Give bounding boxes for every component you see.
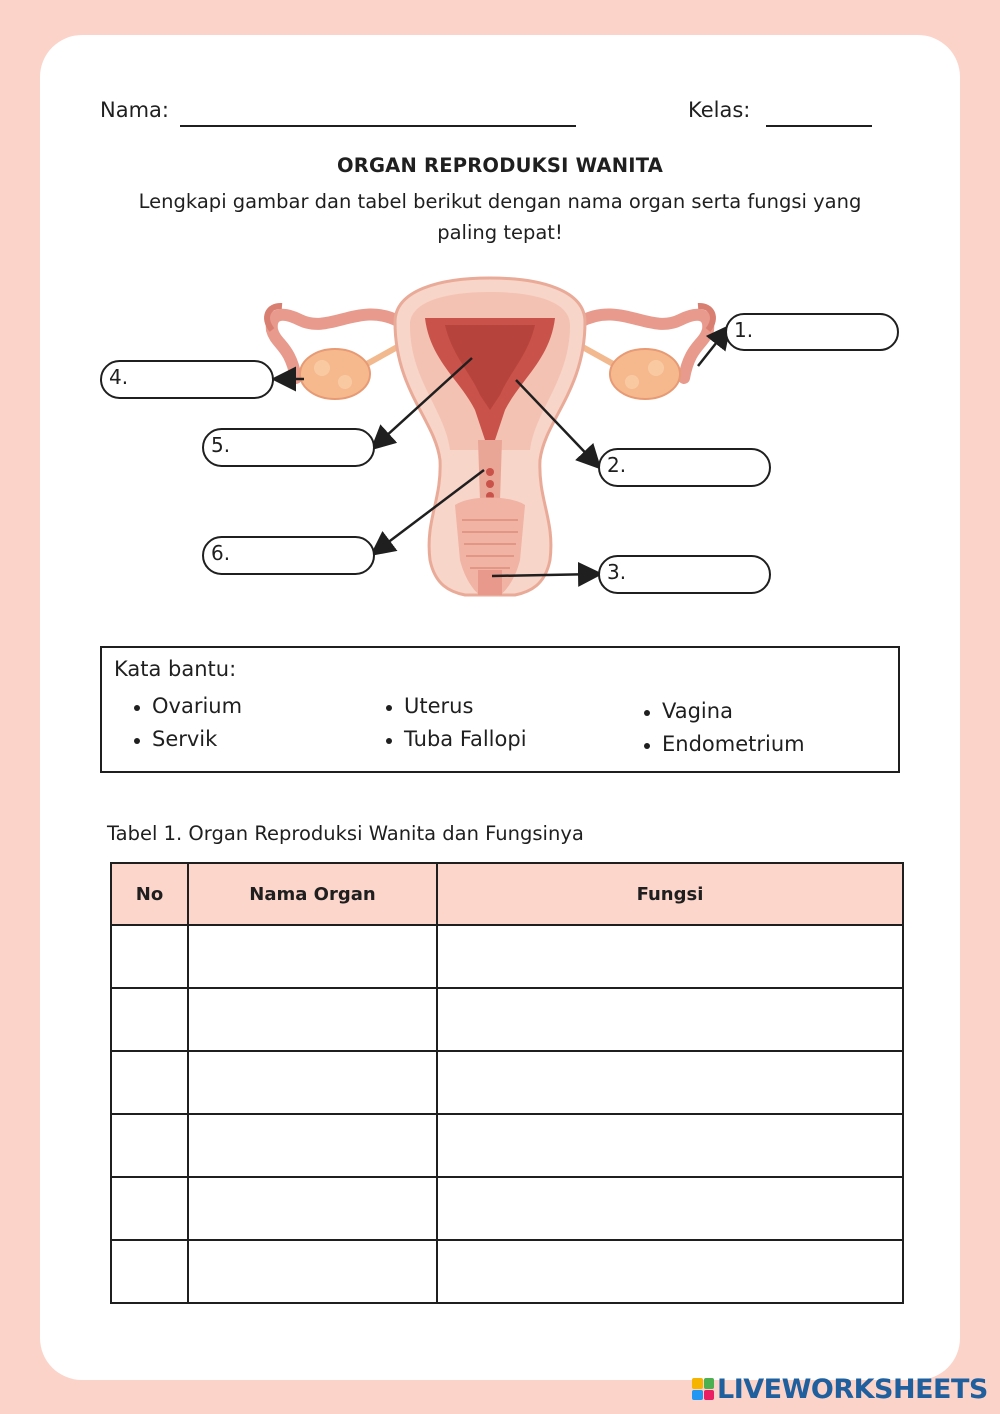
- column-header-organ: Nama Organ: [188, 863, 437, 925]
- helper-words-box: [100, 646, 900, 773]
- table-row: [111, 1240, 903, 1303]
- cell-function[interactable]: [437, 1240, 903, 1303]
- label-box-5[interactable]: 5.: [202, 428, 375, 467]
- label-box-2[interactable]: 2.: [598, 448, 771, 487]
- table-header-row: [111, 863, 903, 925]
- helper-word: Ovarium: [152, 694, 243, 718]
- column-header-no: No: [111, 863, 188, 925]
- cell-no[interactable]: [111, 1051, 188, 1114]
- table-caption: Tabel 1. Organ Reproduksi Wanita dan Fungsinya: [107, 822, 584, 845]
- table-row: [111, 1177, 903, 1240]
- cell-no[interactable]: [111, 1177, 188, 1240]
- class-label: Kelas:: [688, 98, 751, 122]
- helper-words-title: Kata bantu:: [114, 657, 237, 681]
- right-ovary: [610, 349, 680, 399]
- left-ovary: [300, 349, 370, 399]
- cell-organ[interactable]: [188, 1114, 437, 1177]
- cell-no[interactable]: [111, 1240, 188, 1303]
- helper-word: Endometrium: [662, 732, 805, 756]
- name-label: Nama:: [100, 98, 169, 122]
- helper-word: Vagina: [662, 699, 733, 723]
- label-box-4[interactable]: 4.: [100, 360, 274, 399]
- column-header-function: Fungsi: [437, 863, 903, 925]
- page-title: ORGAN REPRODUKSI WANITA: [336, 154, 664, 177]
- cell-function[interactable]: [437, 1051, 903, 1114]
- label-box-6[interactable]: 6.: [202, 536, 375, 575]
- cell-organ[interactable]: [188, 1051, 437, 1114]
- helper-word: Tuba Fallopi: [404, 727, 527, 751]
- cell-organ[interactable]: [188, 988, 437, 1051]
- liveworksheets-icon: [692, 1378, 714, 1400]
- cell-function[interactable]: [437, 1177, 903, 1240]
- cell-organ[interactable]: [188, 925, 437, 988]
- cell-organ[interactable]: [188, 1240, 437, 1303]
- organ-function-table: [110, 862, 904, 1304]
- label-box-3[interactable]: 3.: [598, 555, 771, 594]
- liveworksheets-logo: [692, 1372, 988, 1406]
- table-row: [111, 1051, 903, 1114]
- cell-no[interactable]: [111, 925, 188, 988]
- label-box-1[interactable]: 1.: [725, 313, 899, 351]
- brand-text: LIVEWORKSHEETS: [717, 1373, 988, 1405]
- cell-no[interactable]: [111, 988, 188, 1051]
- cell-no[interactable]: [111, 1114, 188, 1177]
- cell-organ[interactable]: [188, 1177, 437, 1240]
- cell-function[interactable]: [437, 1114, 903, 1177]
- helper-word: Servik: [152, 727, 218, 751]
- instruction-text: Lengkapi gambar dan tabel berikut dengan nama organ serta fungsi yang paling tepat!: [138, 190, 862, 244]
- cell-function[interactable]: [437, 925, 903, 988]
- cell-function[interactable]: [437, 988, 903, 1051]
- table-row: [111, 988, 903, 1051]
- helper-word: Uterus: [404, 694, 474, 718]
- table-row: [111, 925, 903, 988]
- table-row: [111, 1114, 903, 1177]
